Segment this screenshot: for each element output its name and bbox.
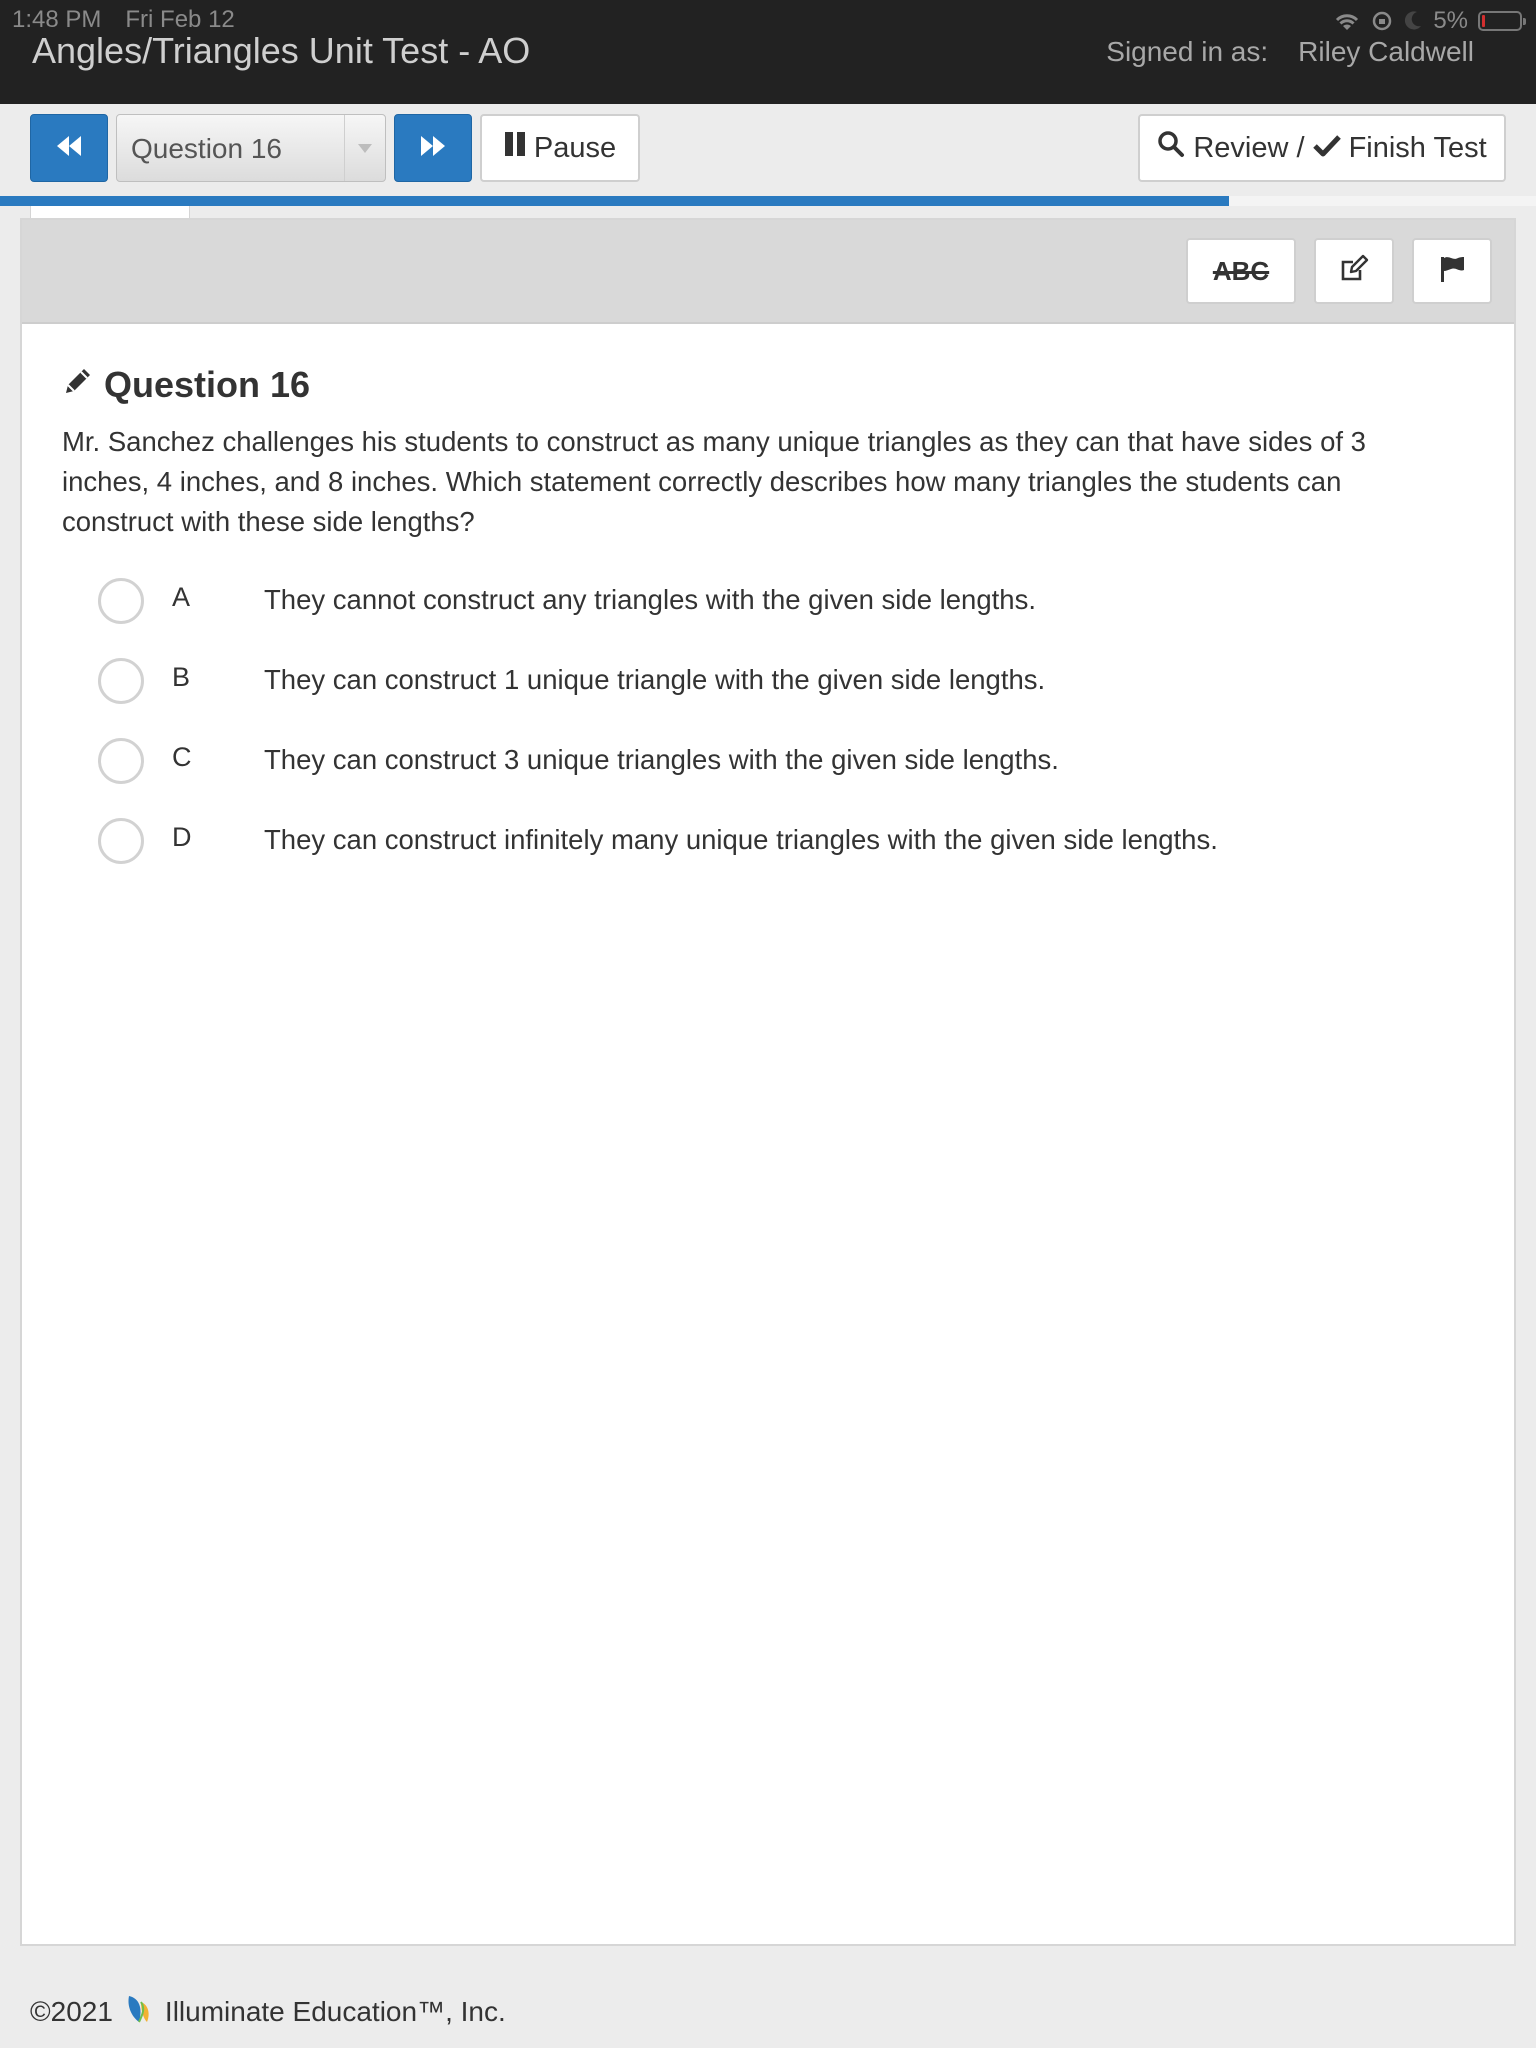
footer-content — [30, 1992, 506, 2031]
answer-choice-d[interactable] — [98, 818, 1398, 868]
company-name: Illuminate Education™, Inc. — [164, 1995, 506, 2027]
radio-a[interactable] — [98, 578, 144, 624]
next-question-button[interactable] — [394, 114, 472, 182]
fast-forward-icon — [418, 134, 448, 163]
panel-tab — [30, 206, 190, 218]
fast-backward-icon — [54, 134, 84, 163]
question-tools-bar — [22, 220, 1514, 324]
strikethrough-label: ABC — [1212, 255, 1270, 286]
choice-letter: D — [172, 822, 192, 852]
test-toolbar — [0, 104, 1536, 196]
pencil-icon — [62, 364, 94, 406]
review-label: Review / — [1193, 131, 1305, 164]
flag-button[interactable] — [1412, 238, 1492, 304]
notes-button[interactable] — [1314, 238, 1394, 304]
edit-note-icon — [1339, 254, 1369, 289]
status-date: Fri Feb 12 — [125, 6, 235, 33]
status-bar-right — [1333, 6, 1522, 36]
check-icon — [1313, 132, 1341, 165]
question-heading — [62, 364, 310, 406]
search-icon — [1157, 130, 1185, 166]
radio-b[interactable] — [98, 658, 144, 704]
progress-bar — [0, 196, 1536, 206]
illuminate-logo-icon — [125, 1992, 153, 2031]
footer — [0, 1968, 1536, 2048]
signed-in-label: Signed in as: — [1106, 36, 1269, 67]
question-text: Mr. Sanchez challenges his students to construct as many unique triangles as they can that have sides of 3 inches, 4 inches, and 8 inches. Which statement correctly describes how many triangles the students can construct with these side lengths? — [62, 426, 1366, 537]
copyright-year: ©2021 — [30, 1995, 113, 2027]
answer-choice-c[interactable] — [98, 738, 1398, 788]
battery-icon — [1478, 11, 1522, 31]
radio-c[interactable] — [98, 738, 144, 784]
progress-fill — [0, 196, 1229, 206]
pause-label: Pause — [533, 131, 617, 164]
question-title: Question 16 — [104, 364, 311, 405]
choice-text: They cannot construct any triangles with the given side lengths. — [264, 584, 1036, 615]
chevron-down-icon — [344, 115, 385, 181]
pause-button[interactable] — [480, 114, 640, 182]
choice-text: They can construct 1 unique triangle with the given side lengths. — [264, 664, 1046, 695]
choice-text: They can construct infinitely many unique triangles with the given side lengths. — [264, 824, 1218, 855]
moon-icon — [1403, 10, 1423, 32]
answer-choice-b[interactable] — [98, 658, 1398, 708]
flag-icon — [1437, 254, 1467, 289]
choice-letter: B — [172, 662, 191, 692]
radio-d[interactable] — [98, 818, 144, 864]
choice-letter: A — [172, 582, 191, 612]
page-title: Angles/Triangles Unit Test - AO — [32, 30, 531, 71]
choice-letter: C — [172, 742, 192, 772]
question-select[interactable] — [116, 114, 386, 182]
choice-text: They can construct 3 unique triangles with the given side lengths. — [264, 744, 1059, 775]
strikethrough-tool-button[interactable] — [1186, 238, 1296, 304]
battery-percent: 5% — [1433, 7, 1468, 34]
app-header — [0, 0, 1536, 104]
finish-label: Finish Test — [1348, 131, 1487, 164]
user-name: Riley Caldwell — [1298, 36, 1474, 67]
question-panel — [20, 218, 1516, 1946]
previous-question-button[interactable] — [30, 114, 108, 182]
pause-icon — [504, 131, 526, 165]
review-finish-button[interactable] — [1138, 114, 1506, 182]
question-select-value: Question 16 — [131, 133, 282, 164]
status-time: 1:48 PM — [12, 6, 102, 33]
answer-choice-a[interactable] — [98, 578, 1398, 628]
signed-in-info — [1106, 36, 1474, 68]
wifi-icon — [1333, 10, 1361, 32]
orientation-lock-icon — [1371, 10, 1393, 32]
